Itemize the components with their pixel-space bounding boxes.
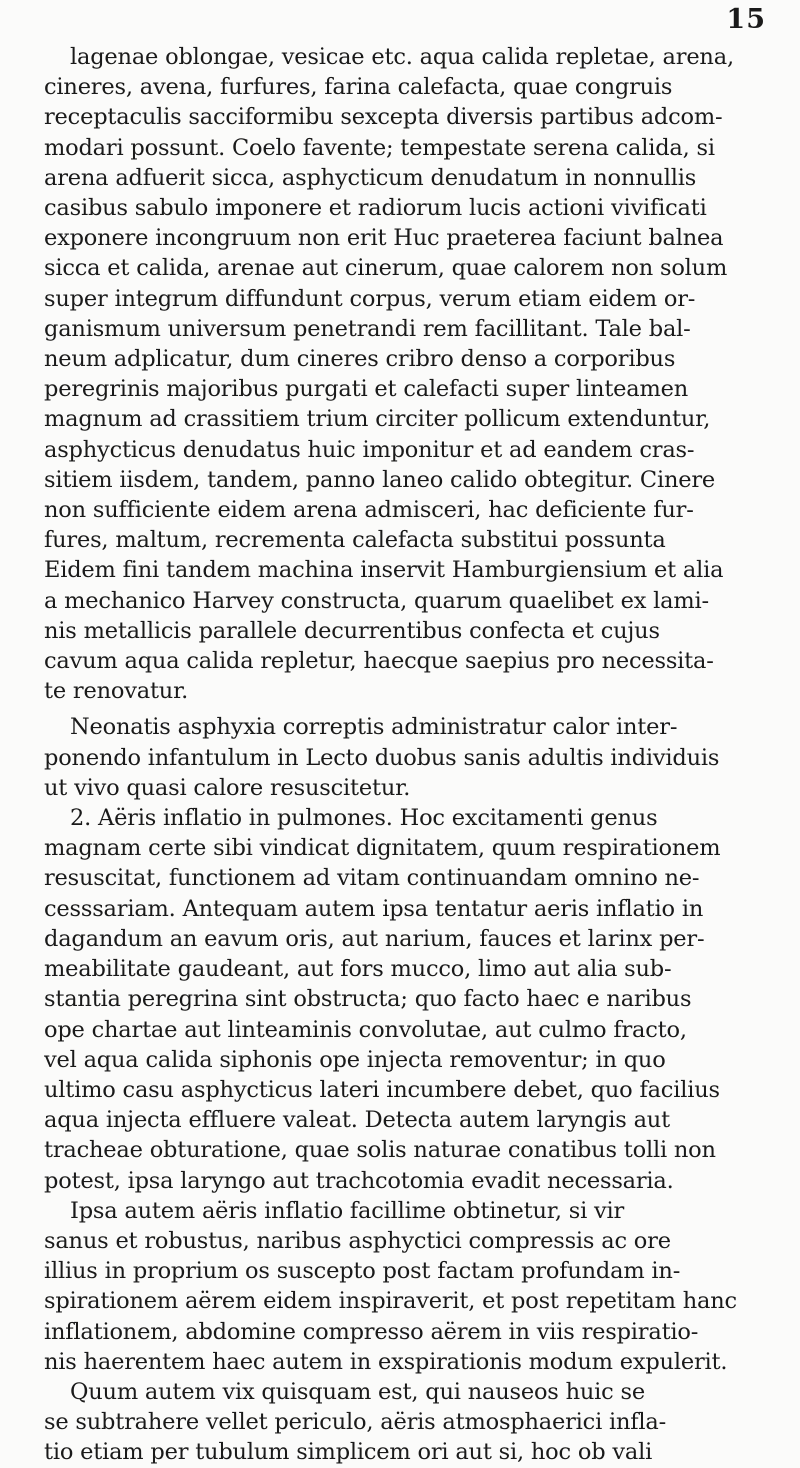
text-line: resuscitat, functionem ad vitam continuandam omnino ne- <box>44 865 700 892</box>
text-line: non sufficiente eidem arena admisceri, hac deficiente fur- <box>44 497 694 524</box>
text-line: ope chartae aut linteaminis convolutae, aut culmo fracto, <box>44 1016 687 1043</box>
text-line: te renovatur. <box>44 678 189 705</box>
text-line: receptaculis sacciformibu sexcepta diversis partibus adcom- <box>44 104 723 131</box>
text-line: aqua injecta effluere valeat. Detecta autem laryngis aut <box>44 1107 670 1134</box>
text-line: cineres, avena, furfures, farina calefacta, quae congruis <box>44 74 673 101</box>
text-line: sitiem iisdem, tandem, panno laneo calido obtegitur. Cinere <box>44 466 716 493</box>
text-line: a mechanico Harvey constructa, quarum quaelibet ex lami- <box>44 587 709 614</box>
text-line: modari possunt. Coelo favente; tempestate serena calida, si <box>44 134 715 161</box>
text-line: potest, ipsa laryngo aut trachcotomia evadit necessaria. <box>44 1167 674 1194</box>
page-number: 15 <box>726 4 766 35</box>
text-line: Ipsa autem aëris inflatio facillime obtinetur, si vir <box>70 1197 625 1224</box>
text-line: ut vivo quasi calore resuscitetur. <box>44 774 411 801</box>
text-line: dagandum an eavum oris, aut narium, fauces et larinx per- <box>44 925 705 952</box>
text-line: Eidem fini tandem machina inservit Hamburgiensium et alia <box>44 557 724 584</box>
text-line: nis haerentem haec autem in exspirationis modum expulerit. <box>44 1348 728 1375</box>
text-line: super integrum diffundunt corpus, verum etiam eidem or- <box>44 285 696 312</box>
text-line: lagenae oblongae, vesicae etc. aqua calida repletae, arena, <box>70 44 734 70</box>
text-line: vel aqua calida siphonis ope injecta removentur; in quo <box>44 1046 666 1073</box>
text-line: tracheae obturatione, quae solis naturae conatibus tolli non <box>44 1137 716 1164</box>
text-line: stantia peregrina sint obstructa; quo facto haec e naribus <box>44 986 692 1013</box>
text-line: se subtrahere vellet periculo, aëris atmosphaerici infla- <box>44 1409 667 1436</box>
text-line: nis metallicis parallele decurrentibus confecta et cujus <box>44 617 660 644</box>
body-text <box>44 42 772 1468</box>
text-line: tio etiam per tubulum simplicem ori aut si, hoc ob vali <box>44 1439 653 1466</box>
text-line: peregrinis majoribus purgati et calefacti super linteamen <box>44 376 689 403</box>
text-line: 2. Aëris inflatio in pulmones. Hoc excitamenti genus <box>70 805 658 832</box>
paragraph-2 <box>44 712 772 803</box>
text-line: inflationem, abdomine compresso aërem in viis respiratio- <box>44 1318 699 1345</box>
text-line: arena adfuerit sicca, asphycticum denudatum in nonnullis <box>44 164 697 191</box>
text-line: magnam certe sibi vindicat dignitatem, quum respirationem <box>44 835 721 862</box>
text-line: exponere incongruum non erit Huc praeterea faciunt balnea <box>44 225 724 252</box>
text-line: neum adplicatur, dum cineres cribro denso a corporibus <box>44 346 676 373</box>
text-line: spirationem aërem eidem inspiraverit, et post repetitam hanc <box>44 1288 737 1315</box>
text-line: casibus sabulo imponere et radiorum lucis actioni vivificati <box>44 195 707 222</box>
text-line: magnum ad crassitiem trium circiter pollicum extenduntur, <box>44 406 711 433</box>
text-line: ponendo infantulum in Lecto duobus sanis adultis individuis <box>44 744 720 771</box>
paragraph-4 <box>44 1196 772 1468</box>
text-line: meabilitate gaudeant, aut fors mucco, limo aut alia sub- <box>44 956 672 983</box>
text-line: asphycticus denudatus huic imponitur et ad eandem cras- <box>44 436 695 463</box>
text-line: sanus et robustus, naribus asphyctici compressis ac ore <box>44 1227 671 1254</box>
text-line: ganismum universum penetrandi rem facillitant. Tale bal- <box>44 315 691 342</box>
paragraph-3 <box>44 803 772 1196</box>
text-line: fures, maltum, recrementa calefacta substitui possunta <box>44 527 666 554</box>
text-line: ultimo casu asphycticus lateri incumbere debet, quo facilius <box>44 1076 720 1103</box>
text-line: cavum aqua calida repletur, haecque saepius pro necessita- <box>44 648 714 675</box>
text-line: Quum autem vix quisquam est, qui nauseos huic se <box>70 1378 645 1405</box>
text-line: sicca et calida, arenae aut cinerum, quae calorem non solum <box>44 255 728 282</box>
paragraph-1 <box>44 42 772 706</box>
text-line: Neonatis asphyxia correptis administratur calor inter- <box>70 714 678 741</box>
text-line: cesssariam. Antequam autem ipsa tentatur aeris inflatio in <box>44 895 704 922</box>
text-line: illius in proprium os suscepto post factam profundam in- <box>44 1258 681 1285</box>
